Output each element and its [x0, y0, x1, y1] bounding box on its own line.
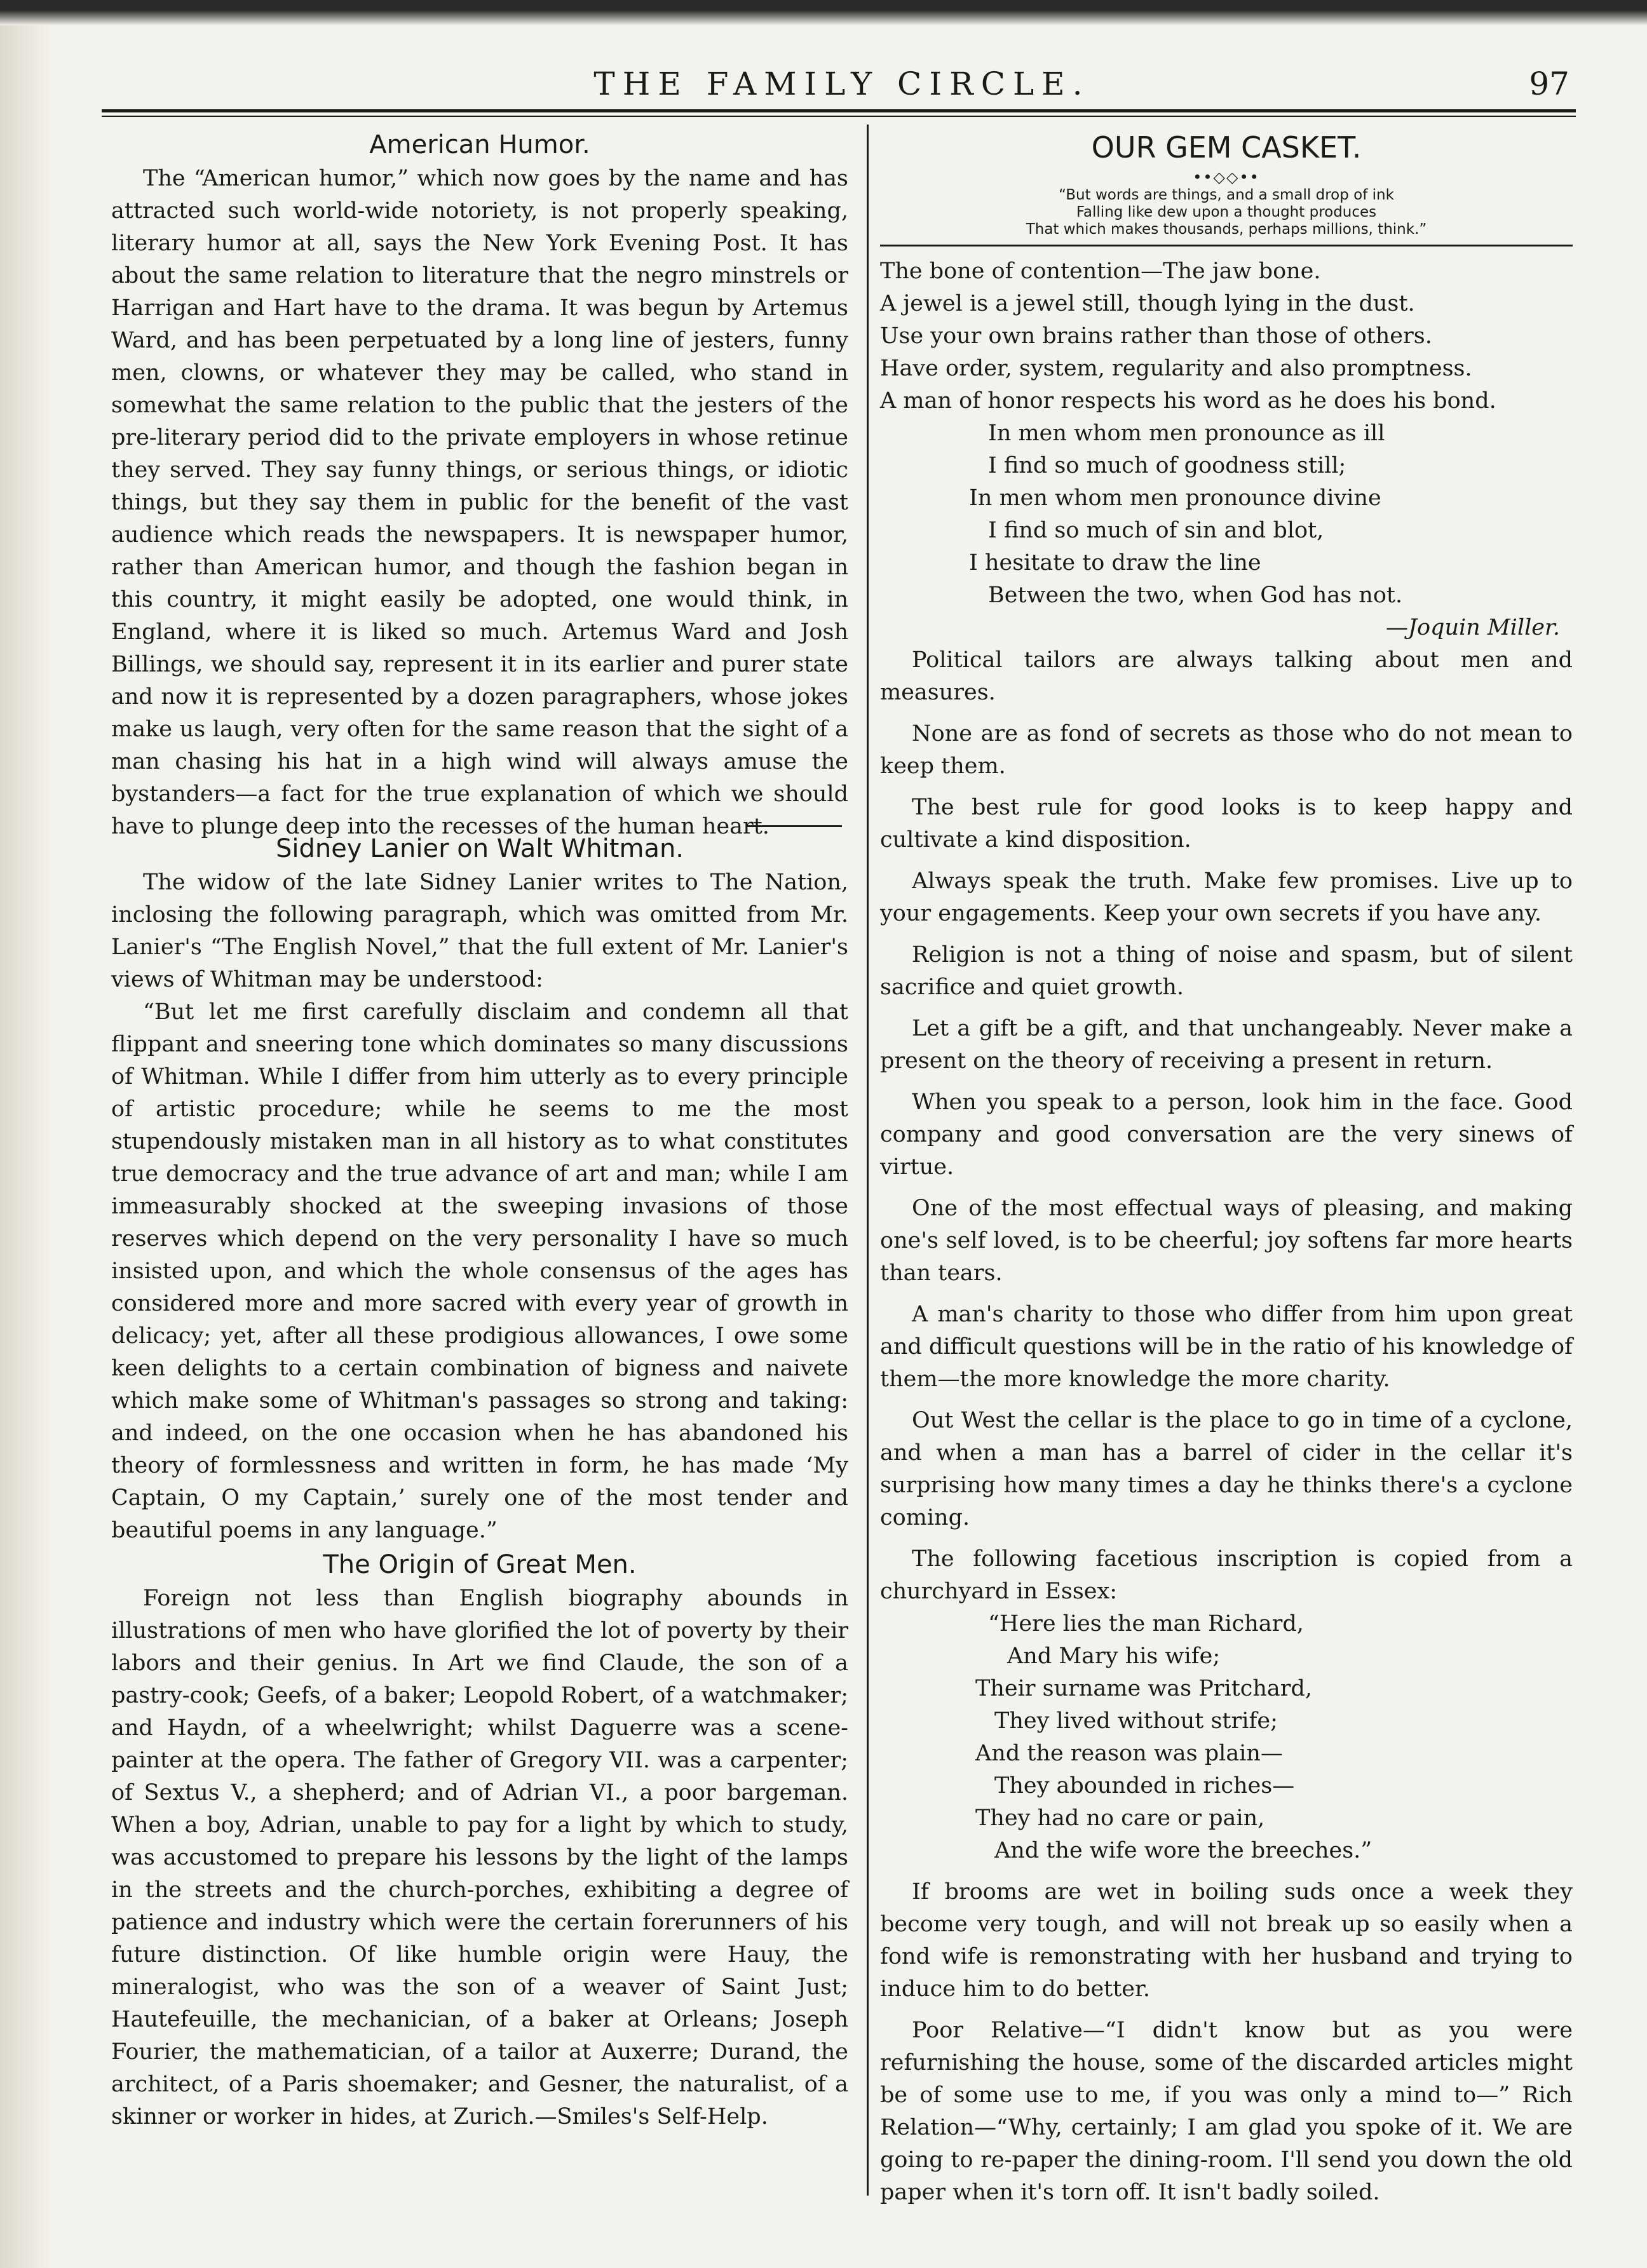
motto-line: That which makes thousands, perhaps millions, think.” [1026, 221, 1427, 238]
column-divider [867, 125, 869, 2196]
article-paragraph: The “American humor,” which now goes by the name and has attracted such world-wide notoriety, is not properly speaking, literary humor at all, says the New York Evening Post. It has about the same relation to literature that the negro minstrels or Harrigan and Hart have to the drama. It was begun by Artemus Ward, and has been perpetuated by a long line of jesters, funny men, clowns, or whatever they may be called, who stand in somewhat the same relation to the public that the jesters of the pre-literary period did to the private employers in whose retinue they served. They say funny things, or serious things, or idiotic things, but they say them in public for the benefit of the vast audience which reads the newspapers. It is newspaper humor, rather than American humor, and though the fashion began in this country, it might easily be adopted, one would think, in England, where it is liked so much. Artemus Ward and Josh Billings, we should say, represent it in its earlier and purer state and now it is represented by a dozen paragraphers, whose jokes make us laugh, very often for the same reason that the sight of a man chasing his hat in a high wind will always amuse the bystanders—a fact for the true explanation of which we should have to plunge deep into the recesses of the human heart. [111, 166, 848, 839]
gem-item: Poor Relative—“I didn't know but as you were refurnishing the house, some of the discarded articles might be of some use to me, if you was only a mind to—” Rich Relation—“Why, certainly; I am glad you spoke of it. We are going to re-paper the dining-room. I'll send you down the old paper when it's torn off. It isn't badly soiled. [880, 2018, 1573, 2205]
epitaph-line: And Mary his wife; [1007, 1644, 1221, 1669]
epitaph-line: “Here lies the man Richard, [988, 1611, 1304, 1637]
article-quote: “But let me first carefully disclaim and condemn all that flippant and sneering tone which dominates so many discussions of Whitman. While I differ from him utterly as to every principle of artistic procedure; while he seems to me the most stupendously mistaken man in all history as to what constitutes true democracy and the true advance of art and man; while I am immeasurably shocked at the sweeping invasions of those reserves which depend on the very personality I have so much insisted upon, and which the whole consensus of the ages has considered more and more sacred with every year of growth in delicacy; yet, after all these prodigious allowances, I owe some keen delights to a certain combination of bigness and naivete which make some of Whitman's passages so strong and taking: and indeed, on the one occasion when he has abandoned his theory of formlessness and written in form, he has made ‘My Captain, O my Captain,’ surely one of the most tender and beautiful poems in any language.” [111, 999, 848, 1543]
poem-line: Between the two, when God has not. [988, 583, 1403, 608]
epitaph-line: They lived without strife; [994, 1708, 1278, 1734]
poem-line: I find so much of sin and blot, [988, 518, 1324, 543]
epitaph-line: Their surname was Pritchard, [975, 1676, 1313, 1701]
gem-item: None are as fond of secrets as those who do not mean to keep them. [880, 721, 1573, 779]
gem-item: Have order, system, regularity and also promptness. [880, 356, 1472, 381]
gem-item: Use your own brains rather than those of others. [880, 323, 1432, 349]
epitaph-line: And the reason was plain— [975, 1741, 1283, 1766]
gem-item: The best rule for good looks is to keep happy and cultivate a kind disposition. [880, 795, 1573, 853]
epitaph-line: They abounded in riches— [994, 1773, 1295, 1799]
article-title-lanier: Sidney Lanier on Walt Whitman. [275, 834, 684, 863]
motto [880, 187, 1573, 238]
article-paragraph: The widow of the late Sidney Lanier writes to The Nation, inclosing the following paragraph, which was omitted from Mr. Lanier's “The English Novel,” that the full extent of Mr. Lanier's views of Whitman may be understood: [111, 870, 848, 992]
gem-item: One of the most effectual ways of pleasing, and making one's self loved, is to be cheerful; joy softens far more hearts than tears. [880, 1196, 1573, 1286]
section-rule [880, 245, 1573, 246]
scan-top-shadow [0, 0, 1647, 25]
poem-author: —Joquin Miller. [1385, 615, 1560, 640]
epitaph-line: And the wife wore the breeches.” [994, 1838, 1372, 1863]
epitaph [880, 1608, 1573, 1867]
binding-edge [0, 0, 51, 2268]
motto-line: “But words are things, and a small drop of ink [1059, 187, 1394, 203]
header-rule [102, 109, 1576, 112]
header-rule-thin [102, 116, 1576, 117]
gem-item: The bone of contention—The jaw bone. [880, 259, 1321, 284]
motto-line: Falling like dew upon a thought produces [1076, 204, 1377, 220]
poem-line: I find so much of goodness still; [988, 453, 1346, 478]
ornament-divider: ••◇◇•• [1193, 168, 1260, 186]
gem-item: Out West the cellar is the place to go in time of a cyclone, and when a man has a barrel of cider in the cellar it's surprising how many times a day he thinks there's a cyclone coming. [880, 1408, 1573, 1530]
epitaph-line: They had no care or pain, [975, 1806, 1265, 1831]
gem-item: Religion is not a thing of noise and spasm, but of silent sacrifice and quiet growth. [880, 942, 1573, 1000]
gem-item: A jewel is a jewel still, though lying in the dust. [880, 291, 1415, 316]
gem-item: Let a gift be a gift, and that unchangeably. Never make a present on the theory of receiving a present in return. [880, 1016, 1573, 1074]
gem-item: Always speak the truth. Make few promises. Live up to your engagements. Keep your own secrets if you have any. [880, 868, 1573, 926]
gem-item: Political tailors are always talking about men and measures. [880, 647, 1573, 705]
masthead-title: THE FAMILY CIRCLE. [593, 65, 1090, 102]
article-title-american-humor: American Humor. [369, 130, 590, 159]
poem-line: I hesitate to draw the line [969, 550, 1261, 576]
poem-line: In men whom men pronounce as ill [988, 421, 1385, 446]
gem-item: A man's charity to those who differ from him upon great and difficult questions will be in the ratio of his knowledge of them—the more knowledge the more charity. [880, 1302, 1573, 1392]
gem-item: A man of honor respects his word as he does his bond. [880, 388, 1496, 414]
left-column [111, 127, 848, 2133]
page-number: 97 [1529, 65, 1569, 102]
section-title-gem-casket: OUR GEM CASKET. [1091, 130, 1362, 165]
gem-item: When you speak to a person, look him in the face. Good company and good conversation are the very sinews of virtue. [880, 1090, 1573, 1180]
right-column [880, 127, 1573, 2209]
article-paragraph: Foreign not less than English biography abounds in illustrations of men who have glorified the lot of poverty by their labors and their genius. In Art we find Claude, the son of a pastry-cook; Geefs, of a baker; Leopold Robert, of a watchmaker; and Haydn, of a wheelwright; whilst Daguerre was a scene-painter at the opera. The father of Gregory VII. was a carpenter; of Sextus V., a shepherd; and of Adrian VI., a poor bargeman. When a boy, Adrian, unable to pay for a light by which to study, was accustomed to prepare his lessons by the light of the lamps in the streets and the church-porches, exhibiting a degree of patience and industry which were the certain forerunners of his future distinction. Of like humble origin were Hauy, the mineralogist, who was the son of a weaver of Saint Just; Hautefeuille, the mechanician, of a baker at Orleans; Joseph Fourier, the mathematician, of a tailor at Auxerre; Durand, the architect, of a Paris shoemaker; and Gesner, the naturalist, of a skinner or worker in hides, at Zurich.—Smiles's Self-Help. [111, 1586, 848, 2130]
page-header [114, 61, 1569, 107]
article-title-origin: The Origin of Great Men. [323, 1550, 637, 1579]
poem [880, 417, 1573, 612]
gem-item: If brooms are wet in boiling suds once a week they become very tough, and will not break up so easily when a fond wife is remonstrating with her husband and trying to induce him to do better. [880, 1879, 1573, 2002]
poem-line: In men whom men pronounce divine [969, 485, 1381, 511]
gem-item: The following facetious inscription is copied from a churchyard in Essex: [880, 1546, 1573, 1604]
